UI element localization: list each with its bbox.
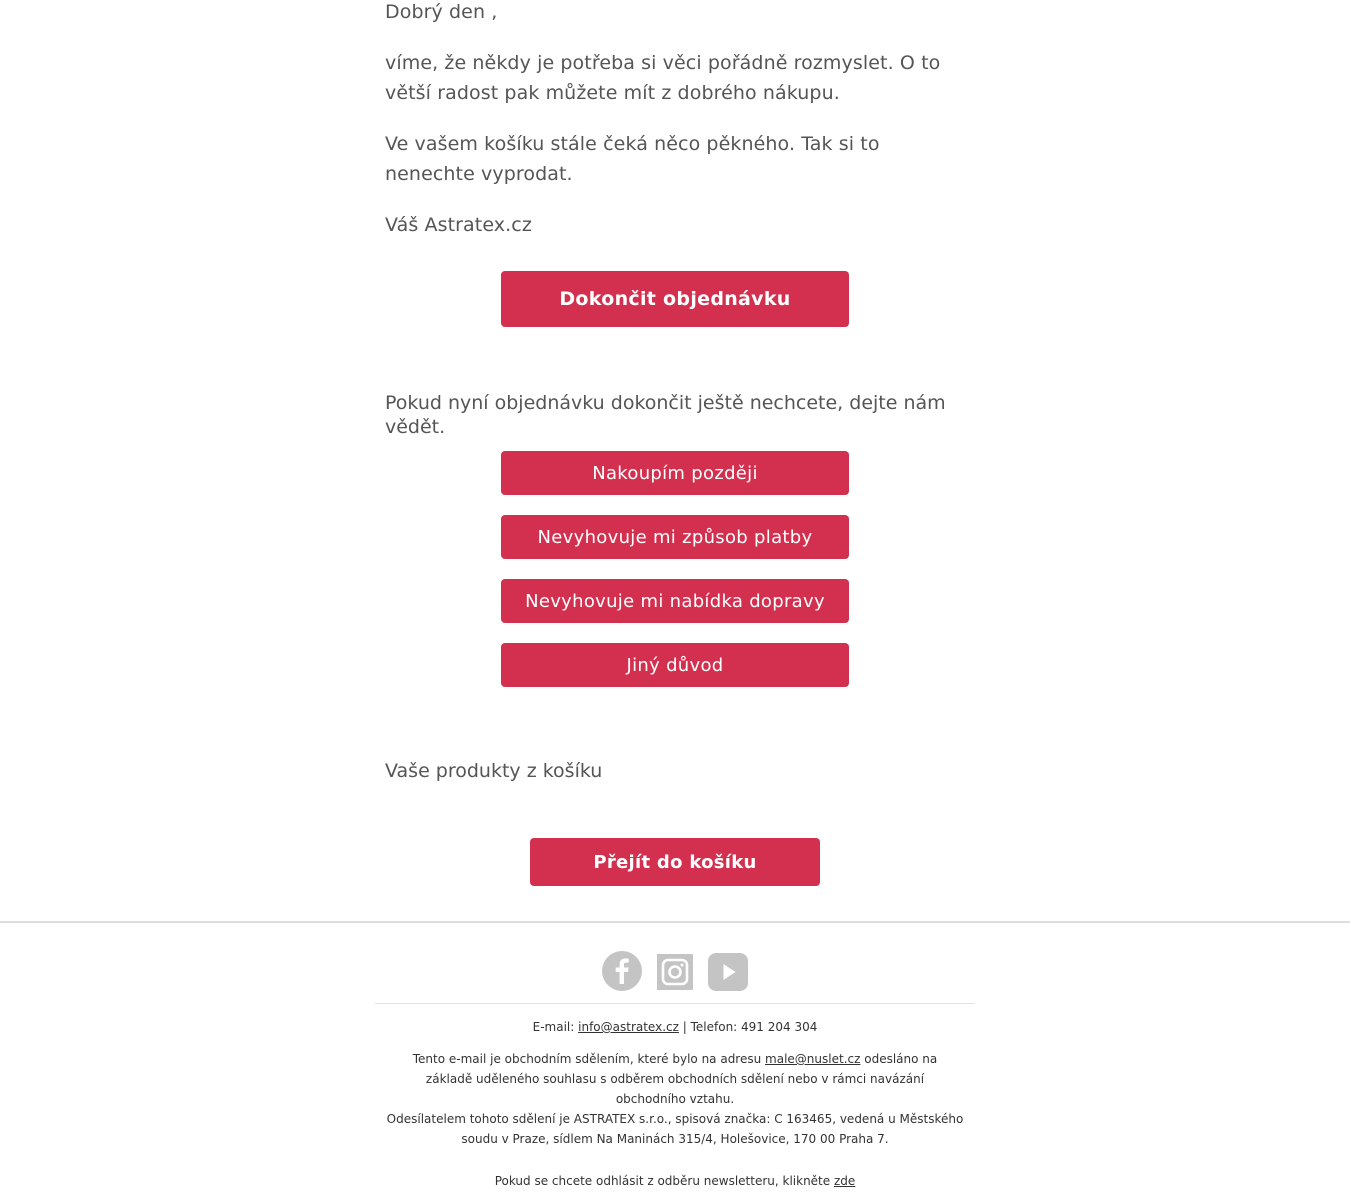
instagram-icon[interactable] [657, 954, 693, 994]
cart-reminder-paragraph: Ve vašem košíku stále čeká něco pěkného. Tak si to nenechte vyprodat. [385, 133, 880, 185]
youtube-icon[interactable] [708, 953, 748, 995]
facebook-icon[interactable] [602, 951, 642, 995]
unsubscribe-link[interactable]: zde [833, 1174, 856, 1188]
sender-notice: Odesílatelem tohoto sdělení je ASTRATEX s.r.o., spisová značka: C 163465, vedená u Městského soudu v Praze, sídlem Na Maninách 315/4, Holešovice, 170 00 Praha 7. [386, 1112, 964, 1146]
phone-text: | Telefon: 491 204 304 [682, 1020, 818, 1034]
social-links [0, 951, 1350, 993]
email-label: E-mail: [532, 1020, 575, 1034]
unsubscribe-prefix: Pokud se chcete odhlásit z odběru newsletteru, klikněte [494, 1174, 831, 1188]
feedback-question: Pokud nyní objednávku dokončit ještě nechcete, dejte nám vědět. [385, 392, 946, 438]
products-title: Vaše produkty z košíku [385, 760, 603, 782]
unsubscribe-line [375, 1171, 975, 1191]
contact-line [375, 1017, 975, 1037]
reason-other-button[interactable]: Jiný důvod [501, 643, 849, 687]
signature: Váš Astratex.cz [385, 214, 532, 236]
greeting: Dobrý den , [385, 1, 498, 23]
consent-prefix: Tento e-mail je obchodním sdělením, které bylo na adresu [412, 1052, 762, 1066]
consent-suffix: odesláno na základě uděleného souhlasu s odběrem obchodních sdělení nebo v rámci navázání obchodního vztahu. [425, 1052, 938, 1106]
consent-notice [375, 1049, 975, 1109]
reason-later-button[interactable]: Nakoupím později [501, 451, 849, 495]
footer-inner-divider [375, 1003, 975, 1004]
go-to-cart-button[interactable]: Přejít do košíku [530, 838, 820, 886]
reason-payment-button[interactable]: Nevyhovuje mi způsob platby [501, 515, 849, 559]
recipient-email-link[interactable]: male@nuslet.cz [765, 1052, 861, 1066]
contact-email-link[interactable]: info@astratex.cz [578, 1020, 679, 1034]
intro-paragraph: víme, že někdy je potřeba si věci pořádně rozmyslet. O to větší radost pak můžete mít z dobrého nákupu. [385, 52, 941, 104]
complete-order-button[interactable]: Dokončit objednávku [501, 271, 849, 327]
footer-divider [0, 921, 1350, 923]
reason-shipping-button[interactable]: Nevyhovuje mi nabídka dopravy [501, 579, 849, 623]
